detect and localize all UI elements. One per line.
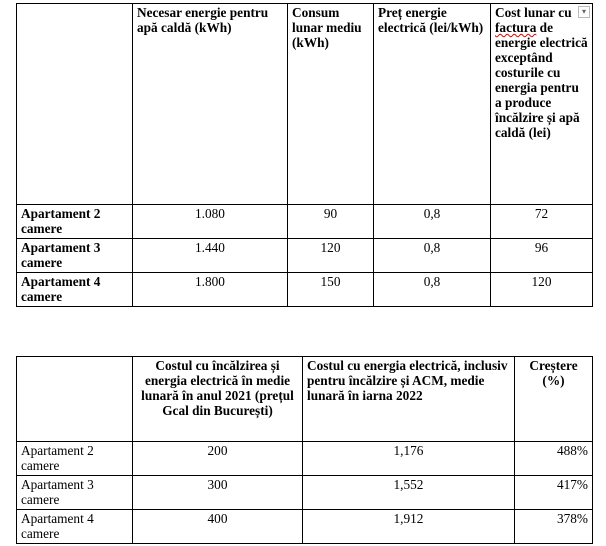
cell-dropdown-icon[interactable]: ▾ xyxy=(578,6,590,18)
header-text-before: Cost lunar cu xyxy=(495,5,572,20)
table-header-row xyxy=(17,4,593,205)
table-row xyxy=(17,442,593,476)
column-header-monthly-consumption: Consum lunar mediu (kWh) xyxy=(288,4,374,205)
table-cell: 488% xyxy=(515,442,593,476)
table-cell: 1,912 xyxy=(303,510,515,544)
row-label: Apartament 2 camere xyxy=(17,442,133,476)
row-label: Apartament 4 camere xyxy=(17,273,133,307)
table-cell: 96 xyxy=(491,239,593,273)
row-label: Apartament 2 camere xyxy=(17,205,133,239)
column-header-monthly-cost xyxy=(491,4,593,205)
table-cell: 1.080 xyxy=(133,205,288,239)
spellcheck-underlined-word[interactable]: factura xyxy=(495,20,537,35)
table-cell: 1.800 xyxy=(133,273,288,307)
table-cell: 0,8 xyxy=(374,273,491,307)
energy-need-table xyxy=(16,3,593,307)
empty-header-cell xyxy=(17,4,133,205)
table-header-row xyxy=(17,357,593,442)
table-cell: 150 xyxy=(288,273,374,307)
table-cell: 90 xyxy=(288,205,374,239)
table-cell: 1,552 xyxy=(303,476,515,510)
column-header-electricity-price: Preț energie electrică (lei/kWh) xyxy=(374,4,491,205)
table-cell: 0,8 xyxy=(374,205,491,239)
table-row xyxy=(17,476,593,510)
table-row xyxy=(17,205,593,239)
table-cell: 120 xyxy=(491,273,593,307)
header-text-after: de energie electrică exceptând costurile cu energia pentru a produce încălzire și apă caldă (lei) xyxy=(495,20,588,140)
table-cell: 0,8 xyxy=(374,239,491,273)
cost-increase-table xyxy=(16,356,593,544)
row-label: Apartament 4 camere xyxy=(17,510,133,544)
table-cell: 72 xyxy=(491,205,593,239)
row-label: Apartament 3 camere xyxy=(17,239,133,273)
table-cell: 417% xyxy=(515,476,593,510)
table-cell: 400 xyxy=(133,510,303,544)
column-header-cost-2021: Costul cu încălzirea și energia electrică în medie lunară în anul 2021 (prețul Gcal din București) xyxy=(133,357,303,442)
column-header-cost-winter-2022: Costul cu energia electrică, inclusiv pentru încălzire și ACM, medie lunară în iarna 2022 xyxy=(303,357,515,442)
table-row xyxy=(17,239,593,273)
row-label: Apartament 3 camere xyxy=(17,476,133,510)
column-header-increase: Creștere (%) xyxy=(515,357,593,442)
column-header-hot-water-need: Necesar energie pentru apă caldă (kWh) xyxy=(133,4,288,205)
table-cell: 1.440 xyxy=(133,239,288,273)
table-cell: 378% xyxy=(515,510,593,544)
table-cell: 300 xyxy=(133,476,303,510)
empty-header-cell xyxy=(17,357,133,442)
table-row xyxy=(17,273,593,307)
table-cell: 200 xyxy=(133,442,303,476)
table-cell: 120 xyxy=(288,239,374,273)
table-cell: 1,176 xyxy=(303,442,515,476)
table-row xyxy=(17,510,593,544)
